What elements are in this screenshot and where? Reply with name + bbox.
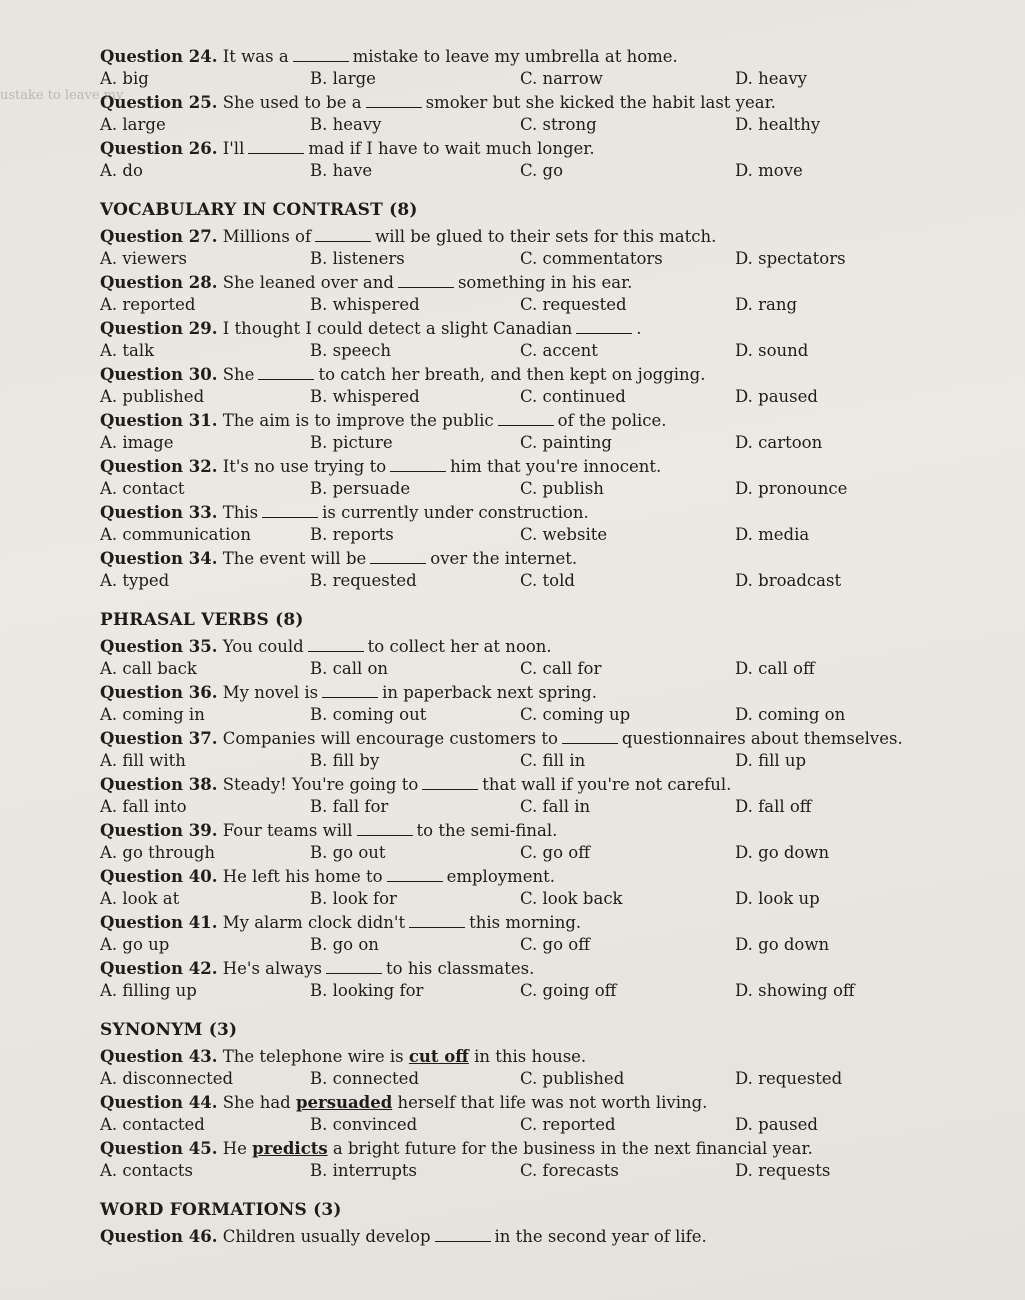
answer-option[interactable]: D. paused — [735, 387, 818, 406]
options-row — [100, 1114, 980, 1136]
question-stem — [100, 410, 980, 432]
answer-option[interactable]: B. reports — [310, 525, 394, 544]
question — [100, 912, 980, 956]
section — [100, 200, 980, 592]
question-text: smoker but she kicked the habit last year. — [425, 93, 776, 112]
question-text: mistake to leave my umbrella at home. — [352, 47, 678, 66]
question — [100, 226, 980, 270]
options-row — [100, 1160, 980, 1182]
answer-option[interactable]: B. whispered — [310, 295, 420, 314]
answer-option[interactable]: A. call back — [100, 659, 197, 678]
question-number: Question 45. — [100, 1139, 218, 1158]
worksheet-content — [100, 46, 980, 1252]
answer-option[interactable]: A. contacted — [100, 1115, 205, 1134]
question-text: to catch her breath, and then kept on jogging. — [318, 365, 706, 384]
answer-option[interactable]: B. picture — [310, 433, 393, 452]
question — [100, 46, 980, 90]
question-text: It's no use trying to — [222, 457, 387, 476]
question-number: Question 25. — [100, 93, 218, 112]
answer-option[interactable]: B. fill by — [310, 751, 380, 770]
answer-option[interactable]: A. big — [100, 69, 149, 88]
question-text: You could — [222, 637, 304, 656]
answer-blank[interactable] — [562, 729, 618, 744]
question-stem — [100, 1046, 980, 1068]
answer-blank[interactable] — [357, 821, 413, 836]
question-text: She had — [222, 1093, 291, 1112]
question-text: I thought I could detect a slight Canadian — [222, 319, 573, 338]
answer-option[interactable]: A. reported — [100, 295, 196, 314]
options-row — [100, 478, 980, 500]
question-stem — [100, 774, 980, 796]
answer-option[interactable]: C. commentators — [520, 249, 663, 268]
section-heading: SYNONYM (3) — [100, 1020, 238, 1040]
answer-option[interactable]: C. continued — [520, 387, 626, 406]
answer-option[interactable]: B. go on — [310, 935, 379, 954]
answer-option[interactable]: A. contacts — [100, 1161, 194, 1180]
answer-option[interactable]: C. go — [520, 161, 564, 180]
question-text: questionnaires about themselves. — [621, 729, 903, 748]
question-stem — [100, 456, 980, 478]
question — [100, 774, 980, 818]
question-stem — [100, 272, 980, 294]
answer-option[interactable]: D. showing off — [735, 981, 855, 1000]
answer-option[interactable]: D. pronounce — [735, 479, 848, 498]
answer-option[interactable]: B. have — [310, 161, 373, 180]
answer-option[interactable]: B. interrupts — [310, 1161, 417, 1180]
question-number: Question 34. — [100, 549, 218, 568]
options-row — [100, 658, 980, 680]
question — [100, 958, 980, 1002]
options-row — [100, 750, 980, 772]
answer-option[interactable]: D. paused — [735, 1115, 818, 1134]
question-number: Question 32. — [100, 457, 218, 476]
question-text: this morning. — [469, 913, 582, 932]
answer-option[interactable]: B. heavy — [310, 115, 382, 134]
answer-option[interactable]: C. accent — [520, 341, 598, 360]
question-stem — [100, 820, 980, 842]
question — [100, 318, 980, 362]
question-number: Question 39. — [100, 821, 218, 840]
section — [100, 1020, 980, 1182]
answer-option[interactable]: D. requests — [735, 1161, 831, 1180]
answer-option[interactable]: D. fill up — [735, 751, 807, 770]
options-row — [100, 432, 980, 454]
question — [100, 272, 980, 316]
options-row — [100, 934, 980, 956]
answer-option[interactable]: D. broadcast — [735, 571, 842, 590]
answer-option[interactable]: C. website — [520, 525, 608, 544]
question — [100, 682, 980, 726]
question-text: The aim is to improve the public — [222, 411, 494, 430]
question-text: Children usually develop — [222, 1227, 431, 1246]
question-text: that wall if you're not careful. — [482, 775, 732, 794]
answer-option[interactable]: D. fall off — [735, 797, 812, 816]
answer-option[interactable]: A. go through — [100, 843, 216, 862]
answer-option[interactable]: D. call off — [735, 659, 815, 678]
question-text: I'll — [222, 139, 245, 158]
question — [100, 138, 980, 182]
question-text: He — [222, 1139, 247, 1158]
answer-option[interactable]: D. go down — [735, 935, 830, 954]
question-number: Question 38. — [100, 775, 218, 794]
options-row — [100, 524, 980, 546]
answer-option[interactable]: C. published — [520, 1069, 625, 1088]
answer-option[interactable]: A. disconnected — [100, 1069, 234, 1088]
question-text: Companies will encourage customers to — [222, 729, 558, 748]
options-row — [100, 888, 980, 910]
answer-option[interactable]: D. coming on — [735, 705, 846, 724]
section-heading: WORD FORMATIONS (3) — [100, 1200, 342, 1220]
answer-blank[interactable] — [326, 959, 382, 974]
answer-blank[interactable] — [262, 503, 318, 518]
question-text: The event will be — [222, 549, 367, 568]
question-stem — [100, 138, 980, 160]
answer-option[interactable]: B. listeners — [310, 249, 405, 268]
section — [100, 1200, 980, 1248]
options-row — [100, 340, 980, 362]
question-number: Question 44. — [100, 1093, 218, 1112]
question — [100, 866, 980, 910]
question-number: Question 33. — [100, 503, 218, 522]
question-number: Question 42. — [100, 959, 218, 978]
options-row — [100, 796, 980, 818]
question-text: is currently under construction. — [322, 503, 589, 522]
question-number: Question 35. — [100, 637, 218, 656]
question — [100, 1046, 980, 1090]
question-number: Question 28. — [100, 273, 218, 292]
answer-option[interactable]: C. fill in — [520, 751, 586, 770]
question-text: She used to be a — [222, 93, 362, 112]
answer-option[interactable]: A. viewers — [100, 249, 188, 268]
question-text: in the second year of life. — [494, 1227, 707, 1246]
answer-option[interactable]: C. requested — [520, 295, 627, 314]
question-stem — [100, 1092, 980, 1114]
question-text: This — [222, 503, 259, 522]
question-text: employment. — [446, 867, 555, 886]
question-stem — [100, 46, 980, 68]
question-stem — [100, 226, 980, 248]
answer-option[interactable]: D. go down — [735, 843, 830, 862]
question-text: He left his home to — [222, 867, 383, 886]
answer-option[interactable]: B. persuade — [310, 479, 411, 498]
answer-option[interactable]: A. fall into — [100, 797, 187, 816]
answer-option[interactable]: A. coming in — [100, 705, 205, 724]
options-row — [100, 704, 980, 726]
options-row — [100, 980, 980, 1002]
question-text: over the internet. — [430, 549, 578, 568]
question-text: Steady! You're going to — [222, 775, 419, 794]
question — [100, 548, 980, 592]
answer-option[interactable]: B. requested — [310, 571, 417, 590]
section — [100, 610, 980, 1002]
answer-option[interactable]: C. strong — [520, 115, 597, 134]
answer-blank[interactable] — [422, 775, 478, 790]
question-stem — [100, 636, 980, 658]
question-text: in this house. — [474, 1047, 587, 1066]
options-row — [100, 570, 980, 592]
answer-option[interactable]: B. go out — [310, 843, 386, 862]
question-text: mad if I have to wait much longer. — [308, 139, 595, 158]
answer-option[interactable]: D. requested — [735, 1069, 843, 1088]
answer-option[interactable]: B. fall for — [310, 797, 389, 816]
question-stem — [100, 92, 980, 114]
question-number: Question 31. — [100, 411, 218, 430]
answer-option[interactable]: C. painting — [520, 433, 612, 452]
options-row — [100, 386, 980, 408]
question-stem — [100, 1226, 980, 1248]
question — [100, 1092, 980, 1136]
question-text: My alarm clock didn't — [222, 913, 406, 932]
options-row — [100, 114, 980, 136]
answer-option[interactable]: A. filling up — [100, 981, 197, 1000]
question-text: will be glued to their sets for this match. — [375, 227, 717, 246]
answer-blank[interactable] — [370, 549, 426, 564]
question-number: Question 27. — [100, 227, 218, 246]
answer-option[interactable]: D. sound — [735, 341, 809, 360]
question-text: something in his ear. — [457, 273, 633, 292]
answer-option[interactable]: C. go off — [520, 843, 590, 862]
underlined-word: predicts — [252, 1139, 328, 1158]
answer-option[interactable]: D. rang — [735, 295, 798, 314]
answer-option[interactable]: A. look at — [100, 889, 180, 908]
question-text: The telephone wire is — [222, 1047, 404, 1066]
section-heading: PHRASAL VERBS (8) — [100, 610, 304, 630]
answer-option[interactable]: A. image — [100, 433, 174, 452]
answer-option[interactable]: A. go up — [100, 935, 170, 954]
answer-blank[interactable] — [409, 913, 465, 928]
question — [100, 728, 980, 772]
answer-option[interactable]: C. going off — [520, 981, 617, 1000]
question-text: My novel is — [222, 683, 319, 702]
answer-option[interactable]: A. large — [100, 115, 166, 134]
question-number: Question 36. — [100, 683, 218, 702]
answer-option[interactable]: D. media — [735, 525, 810, 544]
answer-blank[interactable] — [398, 273, 454, 288]
question-text: He's always — [222, 959, 323, 978]
question — [100, 1138, 980, 1182]
answer-blank[interactable] — [498, 411, 554, 426]
question — [100, 636, 980, 680]
question-number: Question 30. — [100, 365, 218, 384]
answer-blank[interactable] — [390, 457, 446, 472]
answer-option[interactable]: A. typed — [100, 571, 170, 590]
answer-option[interactable]: C. publish — [520, 479, 604, 498]
question — [100, 1226, 980, 1248]
answer-option[interactable]: D. move — [735, 161, 803, 180]
bleed-through-text: ustake to leave my — [0, 88, 124, 103]
question — [100, 502, 980, 546]
question-stem — [100, 866, 980, 888]
question-text: . — [636, 319, 642, 338]
question-number: Question 24. — [100, 47, 218, 66]
answer-option[interactable]: D. heavy — [735, 69, 808, 88]
question — [100, 410, 980, 454]
answer-option[interactable]: C. call for — [520, 659, 602, 678]
options-row — [100, 842, 980, 864]
answer-blank[interactable] — [366, 93, 422, 108]
answer-option[interactable]: B. large — [310, 69, 376, 88]
answer-option[interactable]: C. forecasts — [520, 1161, 619, 1180]
answer-option[interactable]: B. whispered — [310, 387, 420, 406]
question-text: in paperback next spring. — [382, 683, 597, 702]
question-text: to his classmates. — [386, 959, 535, 978]
question-number: Question 37. — [100, 729, 218, 748]
question — [100, 364, 980, 408]
question-stem — [100, 682, 980, 704]
options-row — [100, 248, 980, 270]
question-number: Question 29. — [100, 319, 218, 338]
question-stem — [100, 364, 980, 386]
answer-blank[interactable] — [315, 227, 371, 242]
answer-option[interactable]: D. healthy — [735, 115, 821, 134]
section-heading: VOCABULARY IN CONTRAST (8) — [100, 200, 418, 220]
question-stem — [100, 1138, 980, 1160]
question-text: a bright future for the business in the next financial year. — [332, 1139, 813, 1158]
answer-option[interactable]: B. look for — [310, 889, 397, 908]
answer-option[interactable]: C. look back — [520, 889, 623, 908]
answer-option[interactable]: C. reported — [520, 1115, 616, 1134]
answer-blank[interactable] — [387, 867, 443, 882]
answer-option[interactable]: A. contact — [100, 479, 185, 498]
answer-option[interactable]: A. communication — [100, 525, 251, 544]
question-text: of the police. — [557, 411, 667, 430]
question-stem — [100, 502, 980, 524]
question-text: herself that life was not worth living. — [397, 1093, 708, 1112]
question-stem — [100, 318, 980, 340]
answer-option[interactable]: A. talk — [100, 341, 155, 360]
options-row — [100, 68, 980, 90]
answer-option[interactable]: C. narrow — [520, 69, 603, 88]
answer-option[interactable]: B. call on — [310, 659, 389, 678]
question-number: Question 43. — [100, 1047, 218, 1066]
answer-option[interactable]: A. do — [100, 161, 143, 180]
options-row — [100, 294, 980, 316]
answer-blank[interactable] — [308, 637, 364, 652]
question-text: him that you're innocent. — [450, 457, 662, 476]
answer-blank[interactable] — [293, 47, 349, 62]
question — [100, 92, 980, 136]
question-stem — [100, 728, 980, 750]
answer-blank[interactable] — [258, 365, 314, 380]
answer-option[interactable]: B. convinced — [310, 1115, 418, 1134]
question-stem — [100, 548, 980, 570]
answer-option[interactable]: A. fill with — [100, 751, 186, 770]
options-row — [100, 1068, 980, 1090]
question-number: Question 46. — [100, 1227, 218, 1246]
answer-blank[interactable] — [248, 139, 304, 154]
question-text: to the semi-final. — [416, 821, 558, 840]
answer-option[interactable]: C. told — [520, 571, 575, 590]
question-text: to collect her at noon. — [367, 637, 552, 656]
answer-option[interactable]: B. speech — [310, 341, 392, 360]
answer-option[interactable]: B. looking for — [310, 981, 424, 1000]
question-text: Millions of — [222, 227, 312, 246]
answer-option[interactable]: A. published — [100, 387, 205, 406]
answer-option[interactable]: D. spectators — [735, 249, 846, 268]
underlined-word: persuaded — [295, 1093, 393, 1112]
question-stem — [100, 958, 980, 980]
question-text: Four teams will — [222, 821, 353, 840]
answer-option[interactable]: B. coming out — [310, 705, 427, 724]
question-text: She leaned over and — [222, 273, 394, 292]
answer-blank[interactable] — [576, 319, 632, 334]
question — [100, 820, 980, 864]
question-text: It was a — [222, 47, 289, 66]
question — [100, 456, 980, 500]
answer-option[interactable]: C. coming up — [520, 705, 631, 724]
options-row — [100, 160, 980, 182]
question-stem — [100, 912, 980, 934]
question-text: She — [222, 365, 255, 384]
answer-option[interactable]: C. fall in — [520, 797, 591, 816]
question-number: Question 40. — [100, 867, 218, 886]
answer-option[interactable]: D. cartoon — [735, 433, 823, 452]
answer-option[interactable]: C. go off — [520, 935, 590, 954]
answer-blank[interactable] — [435, 1227, 491, 1242]
question-number: Question 41. — [100, 913, 218, 932]
section — [100, 46, 980, 182]
answer-option[interactable]: D. look up — [735, 889, 820, 908]
underlined-word: cut off — [408, 1047, 469, 1066]
question-number: Question 26. — [100, 139, 218, 158]
answer-option[interactable]: B. connected — [310, 1069, 420, 1088]
answer-blank[interactable] — [322, 683, 378, 698]
